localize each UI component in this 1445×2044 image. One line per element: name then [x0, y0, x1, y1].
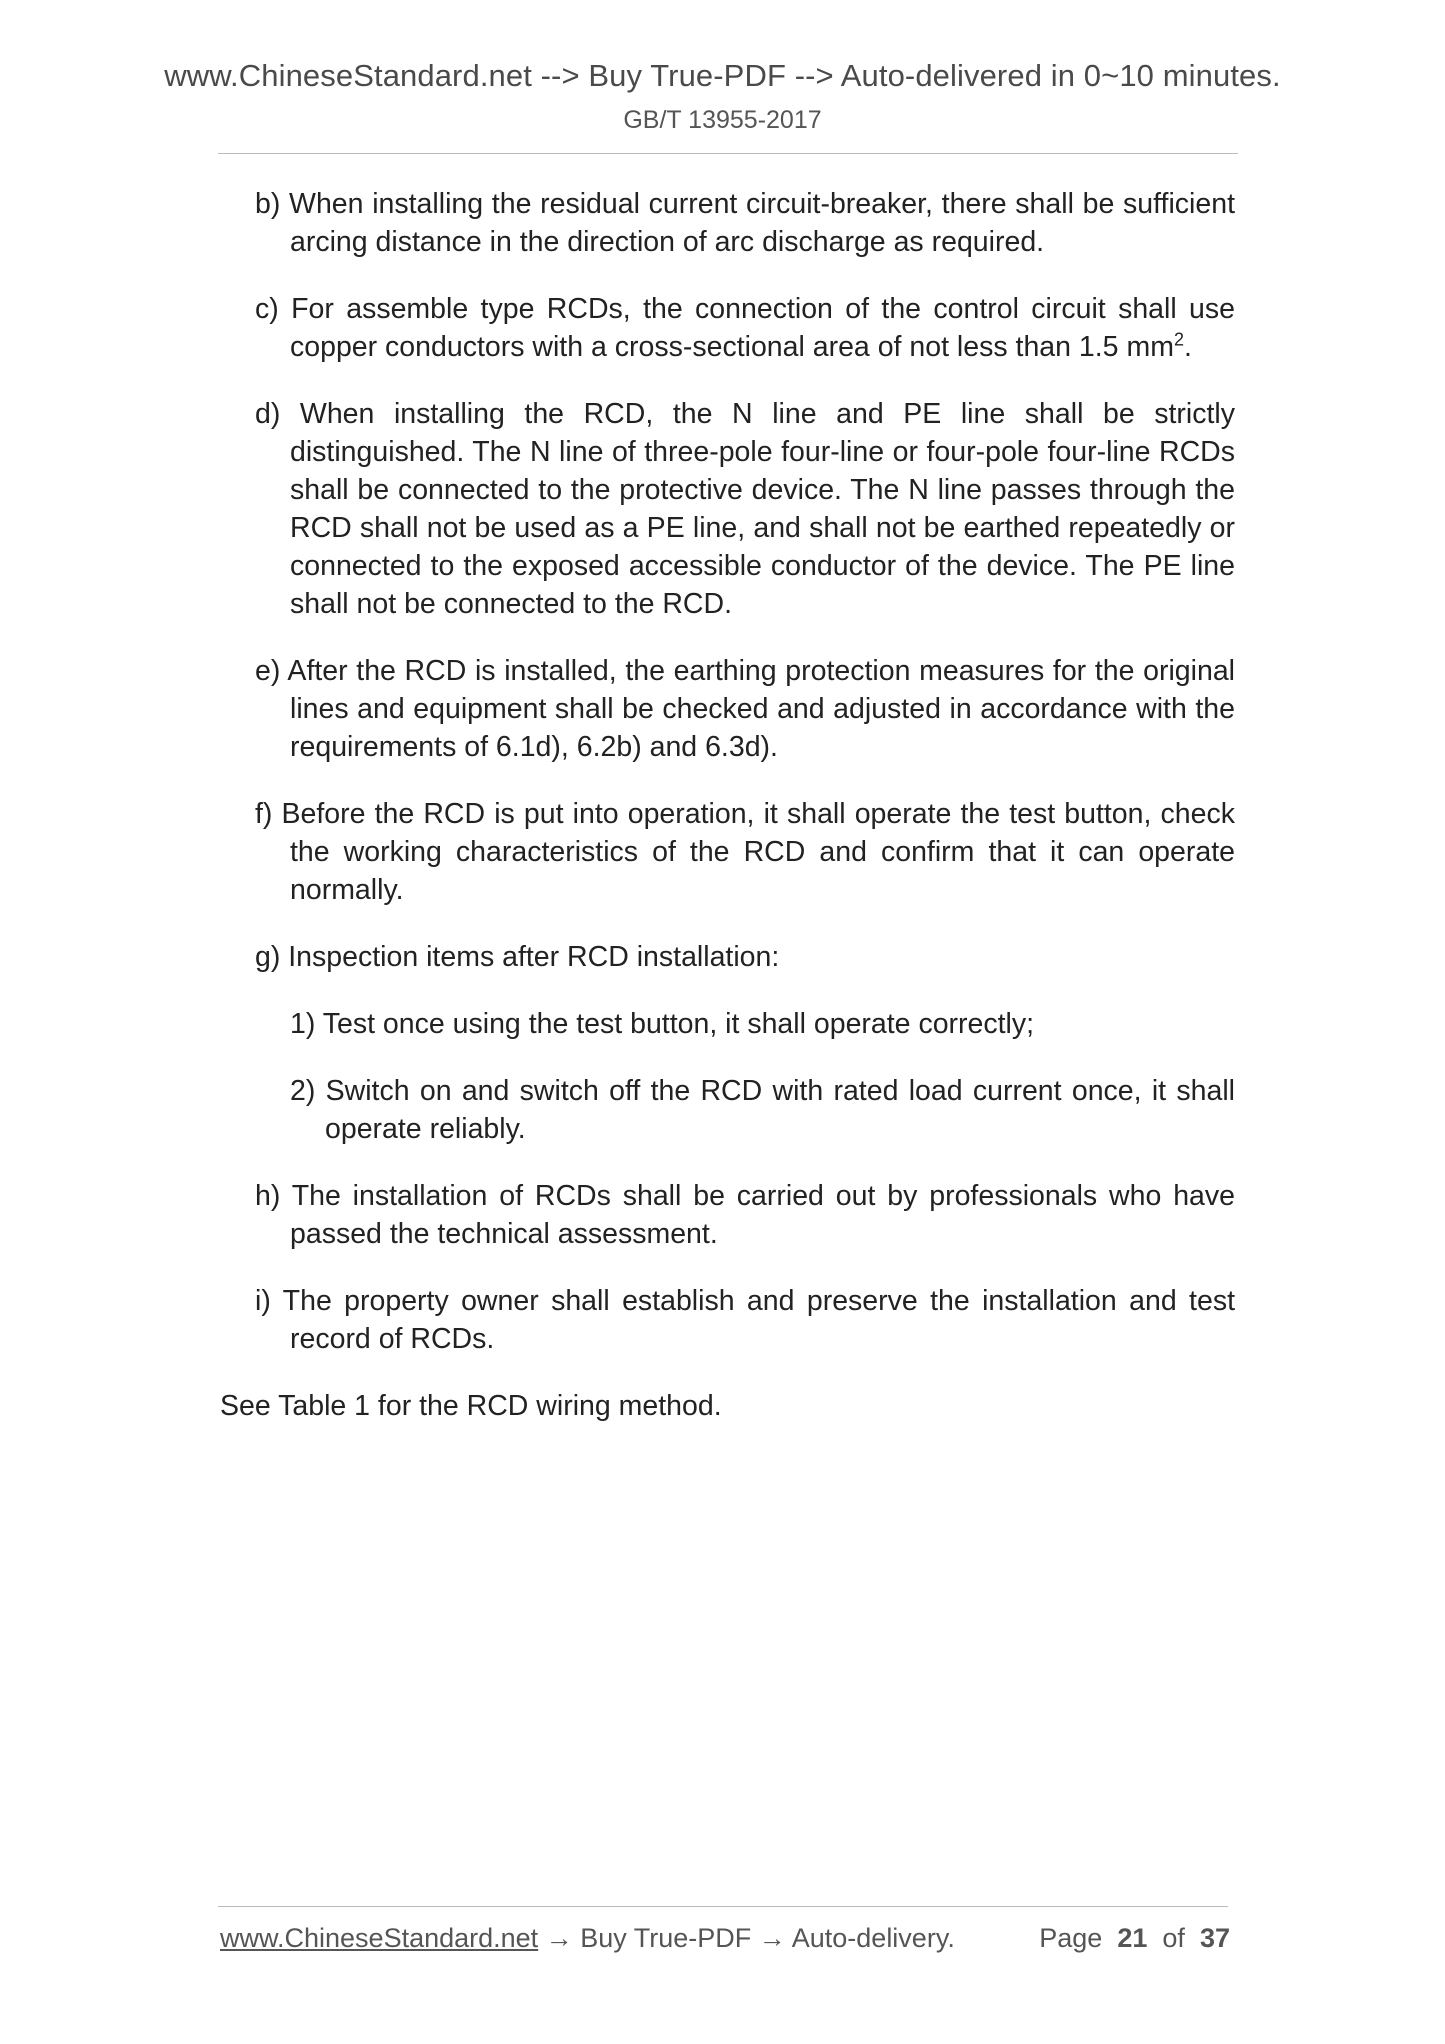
footer-tagline: → Buy True-PDF → Auto-delivery. — [538, 1923, 955, 1953]
footer-site-link[interactable]: www.ChineseStandard.net — [220, 1923, 539, 1953]
sub-item-g2: 2) Switch on and switch off the RCD with rated load current once, it shall operate reliably. — [290, 1075, 1235, 1145]
standard-code: GB/T 13955-2017 — [623, 106, 822, 134]
list-item-i: i) The property owner shall establish and preserve the installation and test record of RCDs. — [255, 1285, 1235, 1355]
document-body — [220, 185, 1235, 1425]
total-pages: 37 — [1199, 1923, 1230, 1953]
closing-sentence: See Table 1 for the RCD wiring method. — [220, 1390, 722, 1422]
list-item-d: d) When installing the RCD, the N line and PE line shall be strictly distinguished. The N line of three-pole four-line or four-pole four-line RCDs shall be connected to the protective device. The N line passes through the RCD shall not be used as a PE line, and shall not be earthed repeatedly or connected to the exposed accessible conductor of the device. The PE line shall not be connected to the RCD. — [255, 398, 1235, 620]
list-item-c — [255, 290, 1235, 366]
footer-promo — [220, 1923, 955, 1954]
list-item-g: g) Inspection items after RCD installation: — [255, 941, 780, 973]
footer-divider — [218, 1906, 1228, 1907]
list-item-c-period: . — [1183, 331, 1192, 363]
header-banner: www.ChineseStandard.net --> Buy True-PDF --> Auto-delivered in 0~10 minutes. — [164, 58, 1281, 93]
sub-item-g1: 1) Test once using the test button, it shall operate correctly; — [290, 1008, 1035, 1040]
page-indicator — [1039, 1923, 1230, 1954]
list-item-e: e) After the RCD is installed, the earthing protection measures for the original lines and equipment shall be checked and adjusted in accordance with the requirements of 6.1d), 6.2b) and 6.3d). — [255, 655, 1235, 763]
list-item-h: h) The installation of RCDs shall be carried out by professionals who have passed the technical assessment. — [255, 1180, 1235, 1250]
current-page-number: 21 — [1117, 1923, 1148, 1953]
page-label: Page — [1039, 1923, 1103, 1953]
header-divider — [218, 153, 1238, 154]
superscript-2: 2 — [1173, 329, 1184, 350]
list-item-b: b) When installing the residual current circuit-breaker, there shall be sufficient arcing distance in the direction of arc discharge as required. — [255, 188, 1235, 258]
list-item-f: f) Before the RCD is put into operation, it shall operate the test button, check the working characteristics of the RCD and confirm that it can operate normally. — [255, 798, 1235, 906]
of-label: of — [1162, 1923, 1185, 1953]
list-item-c-text: c) For assemble type RCDs, the connection of the control circuit shall use copper conductors with a cross-sectional area of not less than 1.5 mm — [255, 293, 1235, 363]
